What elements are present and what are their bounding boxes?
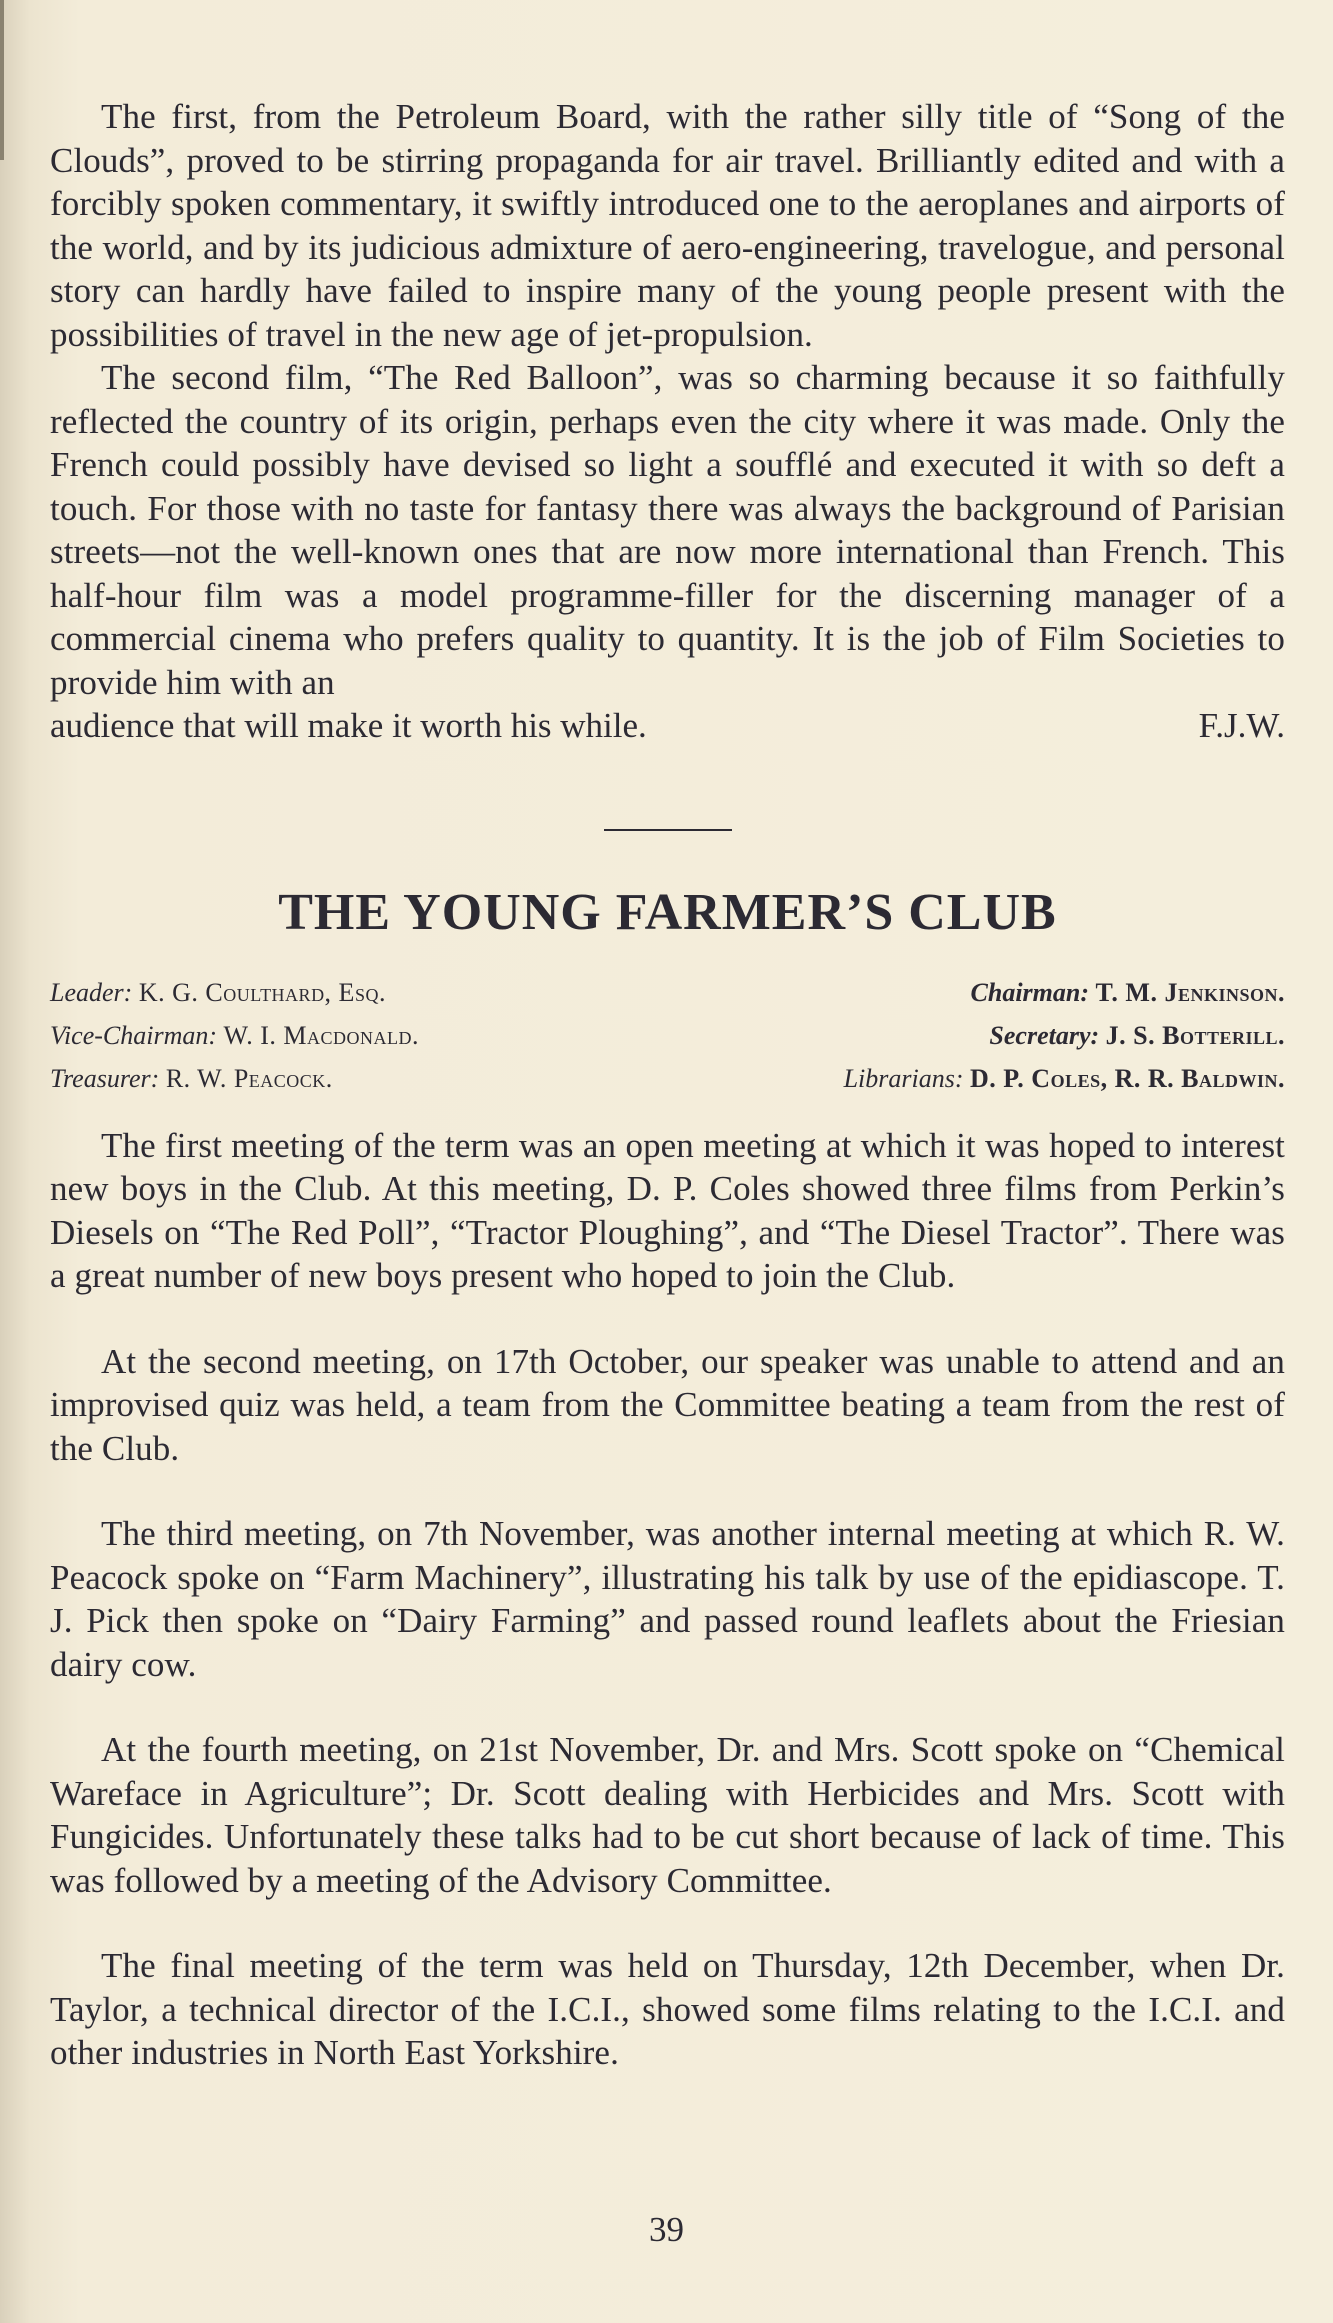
- treasurer-role: Treasurer:: [50, 1063, 160, 1093]
- vice-chairman-role: Vice-Chairman:: [50, 1020, 218, 1050]
- page-number: 39: [649, 2210, 684, 2249]
- librarians-name: D. P. Coles, R. R. Baldwin.: [970, 1063, 1285, 1093]
- club-officers-list: [50, 971, 1285, 1100]
- officers-row-1: [50, 971, 1285, 1014]
- club-paragraph: At the fourth meeting, on 21st November, Dr. and Mrs. Scott spoke on “Chemical Wareface in Agriculture”; Dr. Scott dealing with Herbicides and Mrs. Scott with Fungicides. Unfortunately these talks had to be cut short because of lack of time. This was followed by a meeting of the Advisory Committee.: [50, 1730, 1285, 1900]
- chairman-name: T. M. Jenkinson.: [1095, 977, 1285, 1007]
- vice-chairman-name: W. I. Macdonald.: [223, 1020, 419, 1050]
- chairman-role: Chairman:: [970, 977, 1090, 1007]
- officers-row-2: [50, 1014, 1285, 1057]
- club-paragraph: The final meeting of the term was held on Thursday, 12th December, when Dr. Taylor, a technical director of the I.C.I., showed some films relating to the I.C.I. and other industries in North East Yorkshire.: [50, 1946, 1285, 2072]
- author-signature: F.J.W.: [1198, 706, 1285, 745]
- club-report-body: [50, 1124, 1285, 2075]
- leader-entry: [50, 971, 386, 1014]
- librarians-role: Librarians:: [843, 1063, 964, 1093]
- film-review-closing-line: [50, 704, 1285, 748]
- club-paragraph: The third meeting, on 7th November, was another internal meeting at which R. W. Peacock spoke on “Farm Machinery”, illustrating his talk by use of the epidiascope. T. J. Pick then spoke on “Dairy Farming” and passed round leaflets about the Friesian dairy cow.: [50, 1514, 1285, 1684]
- leader-role: Leader:: [50, 977, 133, 1007]
- secretary-role: Secretary:: [989, 1020, 1100, 1050]
- section-divider: [604, 829, 732, 831]
- film-review-last-line: audience that will make it worth his while.: [50, 706, 647, 745]
- officers-row-3: [50, 1057, 1285, 1100]
- text-column: [50, 95, 1285, 2075]
- secretary-entry: [989, 1014, 1285, 1057]
- club-paragraph: At the second meeting, on 17th October, our speaker was unable to attend and an improvised quiz was held, a team from the Committee beating a team from the rest of the Club.: [50, 1341, 1285, 1468]
- treasurer-name: R. W. Peacock.: [165, 1063, 333, 1093]
- secretary-name: J. S. Botterill.: [1105, 1020, 1285, 1050]
- page-edge-shadow: [0, 0, 4, 160]
- vice-chairman-entry: [50, 1014, 419, 1057]
- leader-name: K. G. Coulthard, Esq.: [138, 977, 386, 1007]
- chairman-entry: [971, 971, 1285, 1014]
- club-paragraph: The first meeting of the term was an open meeting at which it was hoped to interest new boys in the Club. At this meeting, D. P. Coles showed three films from Perkin’s Diesels on “The Red Poll”, “Tractor Ploughing”, and “The Diesel Tractor”. There was a great number of new boys present who hoped to join the Club.: [50, 1125, 1285, 1295]
- film-review-paragraph-2: The second film, “The Red Balloon”, was so charming because it so faithfully reflected the country of its origin, perhaps even the city where it was made. Only the French could possibly have devised so light a soufflé and executed it with so deft a touch. For those with no taste for fantasy there was always the background of Parisian streets—not the well-known ones that are now more international than French. This half-hour film was a model programme-filler for the discerning manager of a commercial cinema who prefers quality to quantity. It is the job of Film Societies to provide him with an: [50, 358, 1285, 702]
- librarians-entry: [844, 1057, 1285, 1100]
- treasurer-entry: [50, 1057, 333, 1100]
- club-section-title: THE YOUNG FARMER’S CLUB: [278, 883, 1057, 941]
- film-review-paragraph-1: The first, from the Petroleum Board, with the rather silly title of “Song of the Clouds”, proved to be stirring propaganda for air travel. Brilliantly edited and with a forcibly spoken commentary, it swiftly introduced one to the aeroplanes and airports of the world, and by its judicious admixture of aero-engineering, travelogue, and personal story can hardly have failed to inspire many of the young people present with the possibilities of travel in the new age of jet-propulsion.: [50, 97, 1285, 354]
